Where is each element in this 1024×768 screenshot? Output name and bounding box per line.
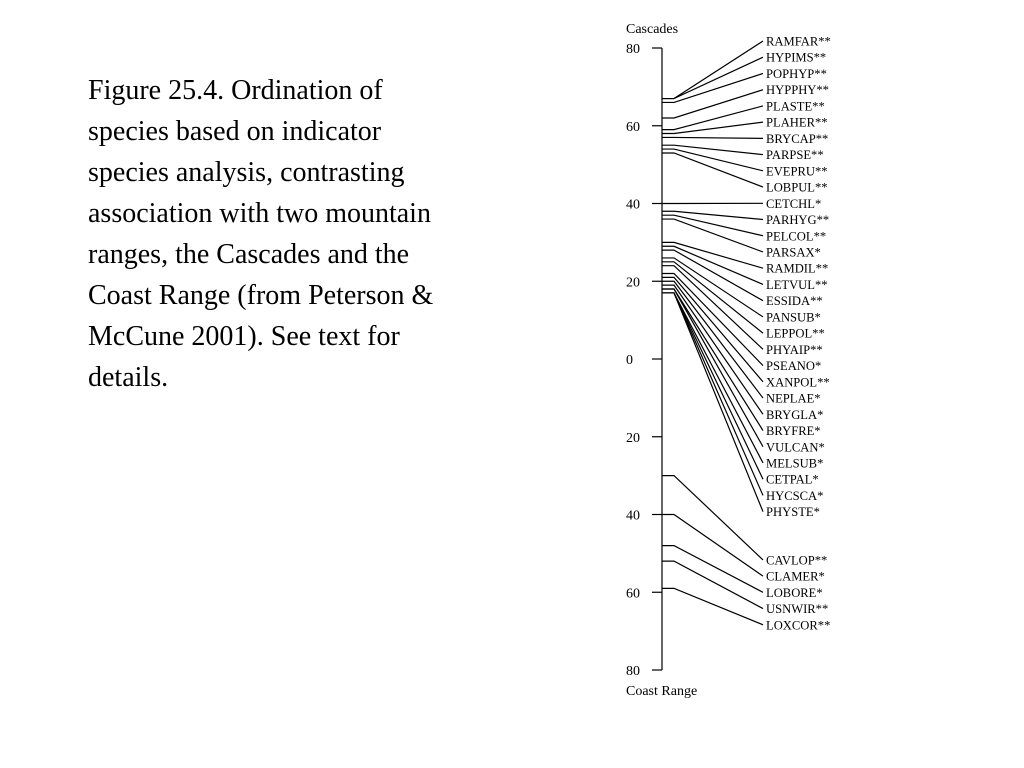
- species-leader: [662, 273, 763, 365]
- species-label: PHYAIP**: [766, 342, 823, 357]
- species-leader: [662, 258, 763, 317]
- figure-caption: Figure 25.4. Ordination of species based on indicator species analysis, contrasting association with two mountain ranges, the Cascades and the Coast Range (from Peterson & McCune 2001). See text for details.: [88, 75, 434, 393]
- species-label: RAMFAR**: [766, 34, 831, 49]
- species-label: HYPPHY**: [766, 83, 829, 98]
- bottom-axis-label: Coast Range: [626, 684, 698, 699]
- species-label: BRYGLA*: [766, 407, 824, 422]
- tick-label: 40: [626, 508, 640, 524]
- species-label: CLAMER*: [766, 569, 825, 584]
- tick-label: 80: [626, 664, 640, 679]
- species-label: LOBPUL**: [766, 180, 828, 195]
- species-label: EVEPRU**: [766, 164, 828, 179]
- species-label: HYPIMS**: [766, 50, 827, 65]
- tick-label: 20: [626, 275, 640, 291]
- tick-label: 60: [626, 586, 640, 602]
- species-label: CAVLOP**: [766, 553, 828, 568]
- species-leader: [662, 546, 763, 593]
- species-label: PHYSTE*: [766, 505, 820, 520]
- species-leader: [662, 90, 763, 118]
- species-label: PLASTE**: [766, 99, 825, 114]
- species-leader: [662, 137, 763, 138]
- species-label: LOBORE*: [766, 585, 823, 600]
- top-axis-label: Cascades: [626, 22, 679, 37]
- species-label: XANPOL**: [766, 375, 830, 390]
- tick-label: 60: [626, 119, 640, 135]
- tick-label: 80: [626, 42, 640, 57]
- species-leader: [662, 289, 763, 430]
- species-label: CETPAL*: [766, 472, 819, 487]
- species-label: VULCAN*: [766, 440, 825, 455]
- tick-label: 40: [626, 197, 640, 213]
- species-leaders: [662, 41, 763, 625]
- species-leader: [662, 73, 763, 102]
- species-label: HYCSCA*: [766, 488, 824, 503]
- species-label: PANSUB*: [766, 310, 821, 325]
- species-leader: [662, 588, 763, 624]
- species-label: RAMDIL**: [766, 261, 829, 276]
- species-label: LEPPOL**: [766, 326, 825, 341]
- tick-label: 20: [626, 430, 640, 446]
- tick-label: 0: [626, 353, 633, 368]
- species-label: ESSIDA**: [766, 294, 823, 309]
- species-label: BRYFRE*: [766, 424, 821, 439]
- axis: [626, 42, 662, 679]
- species-label: PARSAX*: [766, 245, 821, 260]
- species-label: PSEANO*: [766, 359, 822, 374]
- species-label: LOXCOR**: [766, 618, 831, 633]
- species-label: PARPSE**: [766, 148, 824, 163]
- species-label: CETCHL*: [766, 196, 822, 211]
- species-label: NEPLAE*: [766, 391, 821, 406]
- species-label: MELSUB*: [766, 456, 824, 471]
- species-labels: [766, 35, 831, 633]
- species-label: PARHYG**: [766, 213, 830, 228]
- species-label: PELCOL**: [766, 229, 827, 244]
- species-label: USNWIR**: [766, 602, 829, 617]
- species-label: POPHYP**: [766, 66, 827, 81]
- species-label: PLAHER**: [766, 115, 828, 130]
- species-label: BRYCAP**: [766, 131, 829, 146]
- species-leader: [662, 122, 763, 133]
- species-label: LETVUL**: [766, 277, 828, 292]
- species-leader: [662, 106, 763, 130]
